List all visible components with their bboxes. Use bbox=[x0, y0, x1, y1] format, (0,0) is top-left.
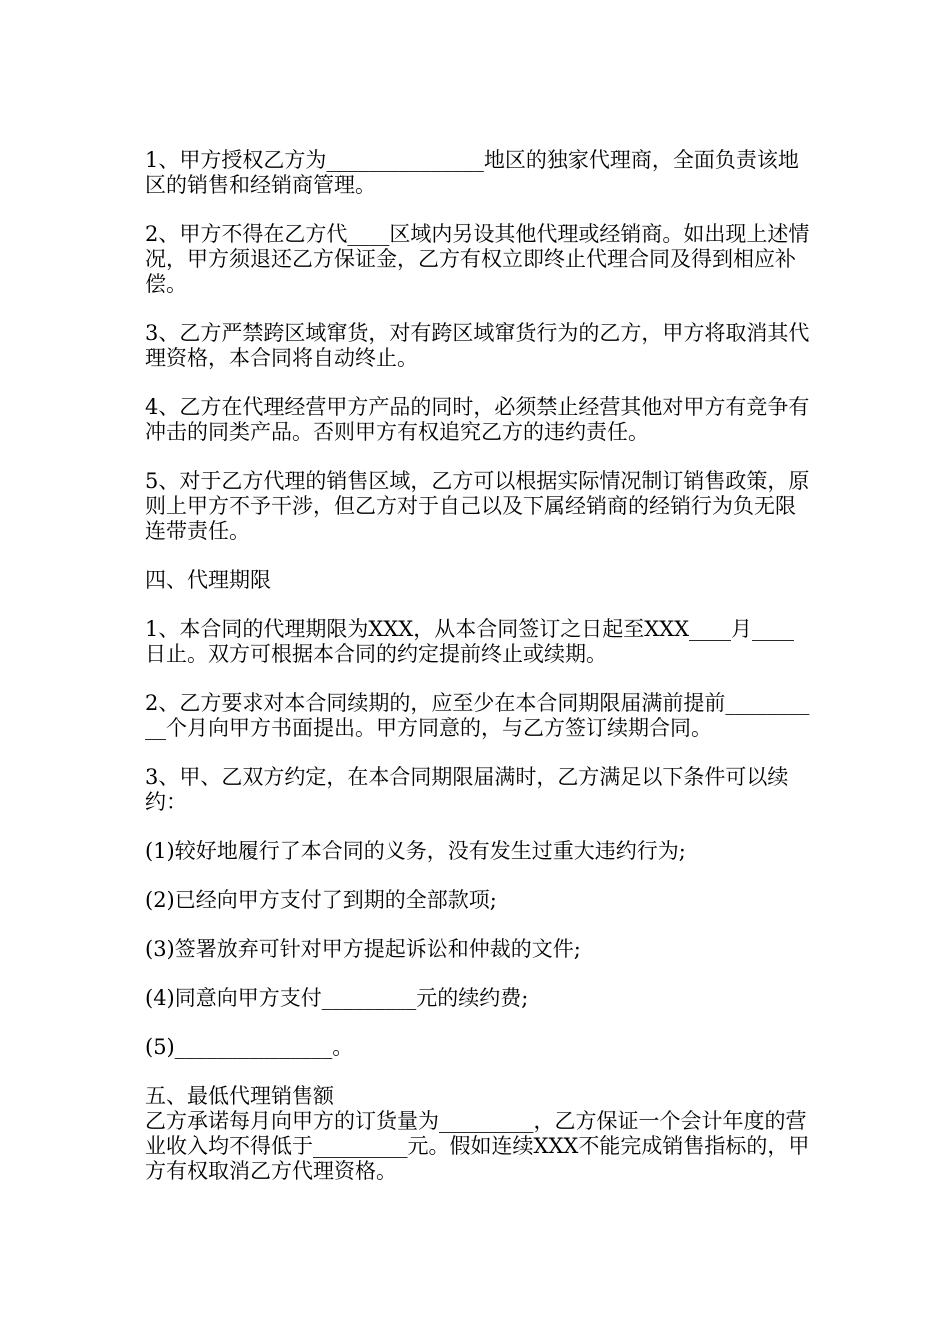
clause-4-1: 1、本合同的代理期限为XXX，从本合同签订之日起至XXX____月____日止。双方可根据本合同的约定提前终止或续期。 bbox=[145, 617, 795, 666]
section-heading-5: 五、最低代理销售额 bbox=[145, 1084, 334, 1108]
clause-5-1: 乙方承诺每月向甲方的订货量为_________，乙方保证一个会计年度的营业收入均不得低于_________元。假如连续XXX不能完成销售指标的，甲方有权取消乙方代理资格。 bbox=[145, 1109, 810, 1183]
clause-4-3: 3、甲、乙双方约定，在本合同期限届满时，乙方满足以下条件可以续约： bbox=[145, 765, 789, 814]
clause-1-3: 3、乙方严禁跨区域窜货，对有跨区域窜货行为的乙方，甲方将取消其代理资格，本合同将自动终止。 bbox=[145, 321, 810, 370]
clause-1-5: 5、对于乙方代理的销售区域，乙方可以根据实际情况制订销售政策，原则上甲方不予干涉，但乙方对于自己以及下属经销商的经销行为负无限连带责任。 bbox=[145, 469, 810, 543]
condition-5: (5)_______________。 bbox=[145, 1035, 354, 1059]
clause-1-1: 1、甲方授权乙方为_______________地区的独家代理商，全面负责该地区的销售和经销商管理。 bbox=[145, 148, 799, 197]
condition-2: (2)已经向甲方支付了到期的全部款项; bbox=[145, 888, 497, 912]
clause-4-2: 2、乙方要求对本合同续期的，应至少在本合同期限届满前提前__________个月向甲方书面提出。甲方同意的，与乙方签订续期合同。 bbox=[145, 691, 810, 740]
condition-4: (4)同意向甲方支付_________元的续约费; bbox=[145, 986, 529, 1010]
clause-1-4: 4、乙方在代理经营甲方产品的同时，必须禁止经营其他对甲方有竞争有冲击的同类产品。否则甲方有权追究乙方的违约责任。 bbox=[145, 395, 810, 444]
document-body bbox=[145, 148, 810, 1184]
section-heading-4: 四、代理期限 bbox=[145, 568, 271, 592]
condition-3: (3)签署放弃可针对甲方提起诉讼和仲裁的文件; bbox=[145, 937, 581, 961]
clause-1-2: 2、甲方不得在乙方代____区域内另设其他代理或经销商。如出现上述情况，甲方须退还乙方保证金，乙方有权立即终止代理合同及得到相应补偿。 bbox=[145, 222, 810, 296]
condition-1: (1)较好地履行了本合同的义务，没有发生过重大违约行为; bbox=[145, 839, 686, 863]
